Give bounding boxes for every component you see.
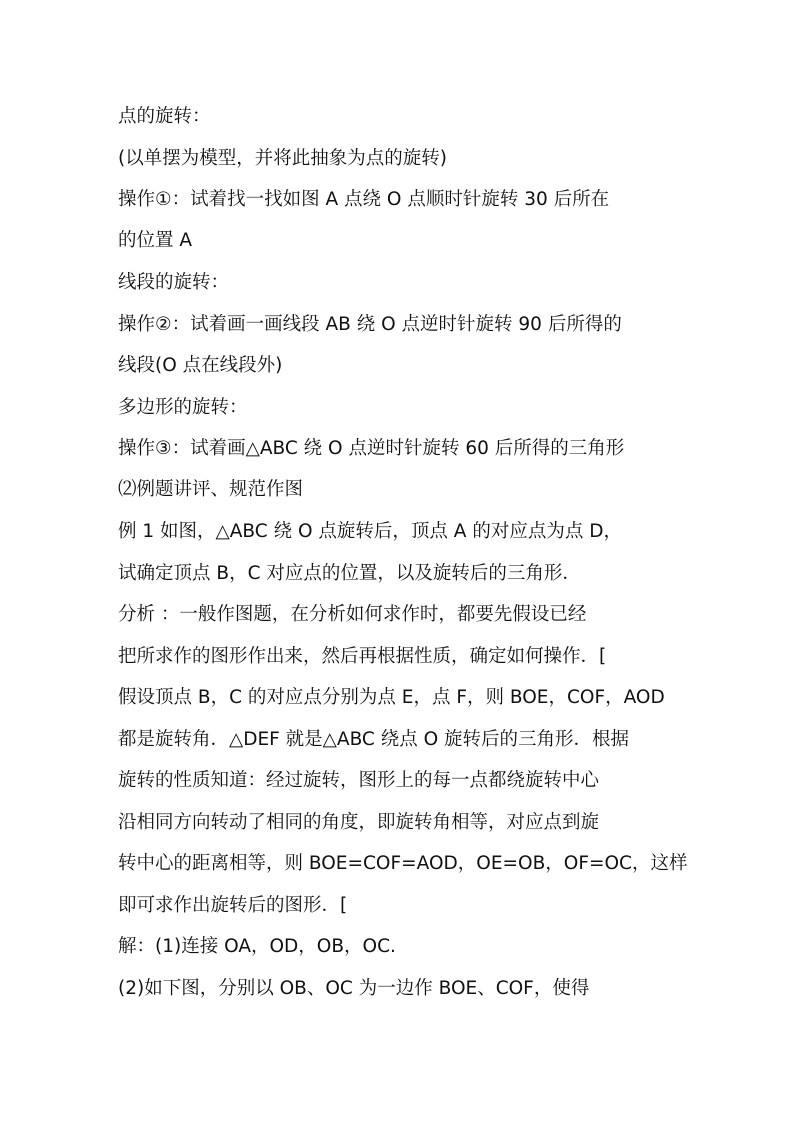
text-line: ⑵例题讲评、规范作图 [118, 479, 304, 500]
text-line: 都是旋转角．△DEF 就是△ABC 绕点 O 旋转后的三角形．根据 [118, 729, 630, 750]
text-line: 假设顶点 B，C 的对应点分别为点 E，点 F，则 BOE，COF，AOD [118, 687, 665, 708]
text-line: 操作③：试着画△ABC 绕 O 点逆时针旋转 60 后所得的三角形 [118, 438, 625, 459]
text-line: 解：(1)连接 OA，OD，OB，OC. [118, 936, 396, 957]
text-line: 转中心的距离相等，则 BOE=COF=AOD，OE=OB，OF=OC，这样 [118, 853, 688, 874]
text-line: 的位置 A [118, 230, 193, 251]
text-line: 旋转的性质知道：经过旋转，图形上的每一点都绕旋转中心 [118, 770, 600, 791]
text-line: 线段(O 点在线段外) [118, 355, 283, 376]
text-line: 把所求作的图形作出来，然后再根据性质，确定如何操作．[ [118, 646, 607, 667]
text-line: 多边形的旋转： [118, 397, 248, 418]
text-line: 线段的旋转： [118, 272, 230, 293]
text-line: 沿相同方向转动了相同的角度，即旋转角相等，对应点到旋 [118, 812, 600, 833]
text-line: 点的旋转： [118, 106, 211, 127]
text-line: 操作①：试着找一找如图 A 点绕 O 点顺时针旋转 30 后所在 [118, 189, 610, 210]
text-line: 分析 ：一般作图题，在分析如何求作时，都要先假设已经 [118, 604, 587, 625]
text-line: 试确定顶点 B，C 对应点的位置，以及旋转后的三角形． [118, 563, 581, 584]
text-line: 例 1 如图，△ABC 绕 O 点旋转后，顶点 A 的对应点为点 D， [118, 521, 622, 542]
text-line: 即可求作出旋转后的图形．[ [118, 895, 348, 916]
text-line: (2)如下图，分别以 OB、OC 为一边作 BOE、COF，使得 [118, 978, 590, 999]
text-line: (以单摆为模型，并将此抽象为点的旋转) [118, 148, 447, 169]
text-line: 操作②：试着画一画线段 AB 绕 O 点逆时针旋转 90 后所得的 [118, 314, 622, 335]
